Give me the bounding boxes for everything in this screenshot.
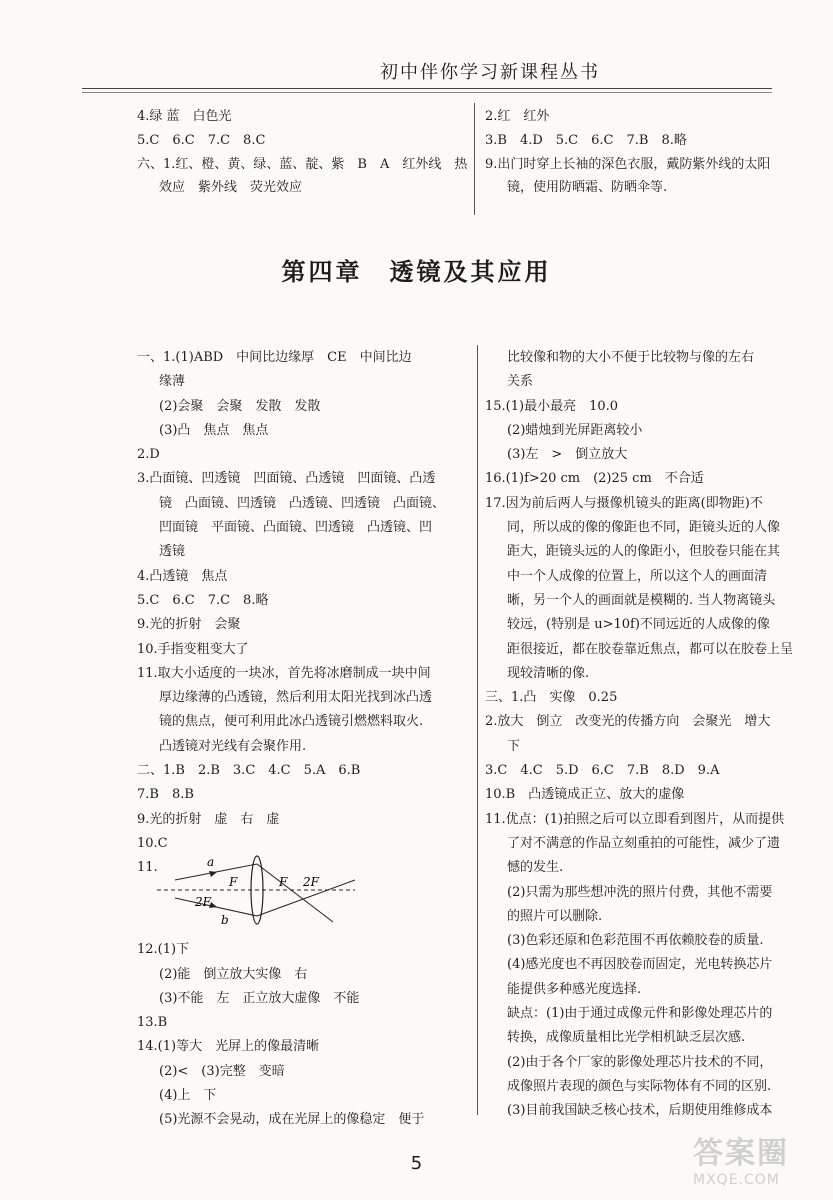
answer-line: 9.光的折射 会聚 [137, 617, 241, 633]
label-a: a [207, 855, 215, 870]
watermark-url: MXQE.COM [693, 1172, 780, 1188]
answer-line: 镜，使用防晒霜、防晒伞等. [507, 180, 668, 196]
header-rule [82, 88, 772, 89]
answer-line: 2.D [137, 447, 160, 463]
answer-line: 3.凸面镜、凹透镜 凹面镜、凸透镜 凹面镜、凸透 [137, 471, 436, 487]
answer-line: 5.C 6.C 7.C 8.略 [137, 592, 269, 608]
answer-line: 7.B 8.B [137, 787, 194, 803]
label-f-left: F [229, 875, 238, 890]
header-rule-thin [82, 92, 772, 93]
answer-line: 成像照片表现的颜色与实际物体有不同的区别. [507, 1078, 772, 1094]
label-f-right: F [279, 875, 288, 890]
answer-line: 同，所以成的像的像距也不同，距镜头近的人像 [507, 520, 781, 536]
ray-a-refracted [257, 864, 333, 922]
answer-line: 镜 凸面镜、凹透镜 凸透镜、凹透镜 凸面镜、 [159, 495, 446, 511]
answer-line: 现较清晰的像. [507, 665, 590, 681]
answer-line: 距大，距镜头远的人的像距小，但胶卷只能在其 [507, 544, 781, 560]
answer-line: 转换，成像质量相比光学相机缺乏层次感. [507, 1030, 746, 1046]
answer-line: (2)能 倒立放大实像 右 [159, 966, 308, 982]
label-b: b [221, 913, 229, 928]
answer-line: 11.取大小适度的一块冰，首先将冰磨制成一块中间 [137, 665, 431, 681]
answer-line: 镜的焦点，便可利用此冰凸透镜引燃燃料取火. [159, 714, 424, 730]
answer-line: (3)目前我国缺乏核心技术，后期使用维修成本 [507, 1103, 773, 1119]
answer-line: 2.红 红外 [485, 109, 550, 124]
answer-line: 下 [507, 738, 521, 754]
main-right-column [485, 346, 794, 1124]
answer-line: 憾的发生. [507, 860, 564, 876]
page-number: 5 [410, 1153, 423, 1174]
answer-line: 二、1.B 2.B 3.C 4.C 5.A 6.B [137, 763, 361, 779]
answer-line: 了对不满意的作品立刻重拍的可能性，减少了遗 [507, 835, 781, 851]
answer-line: 缘薄 [159, 374, 186, 390]
answer-line: 3.C 4.C 5.D 6.C 7.B 8.D 9.A [485, 763, 720, 779]
answer-line: 10.B 凸透镜成正立、放大的虚像 [485, 787, 685, 803]
label-2f-left: 2F [195, 895, 211, 910]
answer-line: 10.C [137, 835, 168, 851]
watermark-logo-text: 答案圈 [693, 1136, 789, 1171]
answer-line: 4.凸透镜 焦点 [137, 568, 228, 584]
watermark-logo [693, 1128, 823, 1194]
answer-line: 凹面镜 平面镜、凸面镜、凹透镜 凸透镜、凹 [159, 520, 433, 536]
answer-line: 5.C 6.C 7.C 8.C [137, 132, 266, 148]
answer-line: (2)由于各个厂家的影像处理芯片技术的不同， [507, 1054, 773, 1070]
answer-line: (2)会聚 会聚 发散 发散 [159, 398, 321, 414]
answer-line: (3)不能 左 正立放大虚像 不能 [159, 990, 360, 1006]
answer-line: 的照片可以删除. [507, 908, 603, 924]
answer-line: 一、1.(1)ABD 中间比边缘厚 CE 中间比边 [137, 350, 412, 365]
label-2f-right: 2F [303, 875, 319, 890]
answer-line: 晰，另一个人的画面就是模糊的. 当人物离镜头 [507, 592, 776, 608]
answer-line: 9.出门时穿上长袖的深色衣服，戴防紫外线的太阳 [485, 156, 771, 172]
convex-lens-ray-diagram [155, 850, 355, 930]
answer-line: 较远，(特别是 u>10f)不同远近的人成像的像 [507, 617, 770, 633]
lens-diagram-row [137, 856, 472, 938]
answer-line: 透镜 [159, 544, 186, 560]
answer-line: 2.放大 倒立 改变光的传播方向 会聚光 增大 [485, 714, 771, 730]
answer-line: (2)只需为那些想冲洗的照片付费，其他不需要 [507, 884, 773, 900]
answer-line: (3)左 > 倒立放大 [507, 447, 628, 463]
answer-line: 中一个人成像的位置上，所以这个人的画面清 [507, 568, 768, 584]
answer-line: (5)光源不会晃动，成在光屏上的像稳定 便于 [159, 1112, 425, 1128]
answer-line: 12.(1)下 [137, 942, 190, 958]
answer-line: (3)凸 焦点 焦点 [159, 422, 269, 438]
answer-line: 能提供多种感光度选择. [507, 981, 642, 997]
ray-a-arrow [209, 871, 217, 877]
answer-line: 厚边缘薄的凸透镜，然后利用太阳光找到冰凸透 [159, 690, 433, 706]
answer-line: 六、1.红、橙、黄、绿、蓝、靛、紫 B A 红外线 热 [137, 156, 468, 172]
answer-line: (4)上 下 [159, 1088, 217, 1104]
answer-line: 关系 [507, 374, 534, 390]
diagram-number: 11. [137, 860, 158, 876]
answer-line: (2)蜡烛到光屏距离较小 [507, 422, 643, 438]
answer-line: 16.(1)f>20 cm (2)25 cm 不合适 [485, 471, 704, 487]
running-header: 初中伴你学习新课程丛书 [380, 62, 600, 83]
answer-line: (2)< (3)完整 变暗 [159, 1063, 285, 1079]
answer-line: (4)感光度也不再因胶卷而固定，光电转换芯片 [507, 957, 773, 973]
top-left-column [137, 105, 467, 200]
top-right-column [485, 105, 785, 200]
answer-line: 11.优点：(1)拍照之后可以立即看到图片，从而提供 [485, 811, 785, 827]
answer-line: 效应 紫外线 荧光效应 [159, 180, 303, 196]
chapter-title: 第四章 透镜及其应用 [281, 258, 552, 286]
answer-line: 比较像和物的大小不便于比较物与像的左右 [507, 350, 755, 365]
answer-line: (3)色彩还原和色彩范围不再依赖胶卷的质量. [507, 933, 764, 949]
answer-line: 三、1.凸 实像 0.25 [485, 690, 618, 706]
answer-line: 17.因为前后两人与摄像机镜头的距离(即物距)不 [485, 495, 763, 511]
answer-line: 13.B [137, 1015, 168, 1031]
answer-line: 凸透镜对光线有会聚作用. [159, 738, 307, 754]
answer-line: 缺点：(1)由于通过成像元件和影像处理芯片的 [507, 1006, 773, 1022]
answer-line: 距很接近，都在胶卷靠近焦点，都可以在胶卷上呈 [507, 641, 794, 657]
column-divider-main [477, 345, 478, 1115]
answer-line: 15.(1)最小最亮 10.0 [485, 398, 619, 414]
answer-line: 9.光的折射 虚 右 虚 [137, 811, 280, 827]
answer-line: 3.B 4.D 5.C 6.C 7.B 8.略 [485, 132, 687, 148]
answer-line: 4.绿 蓝 白色光 [137, 109, 232, 124]
column-divider-top [474, 103, 475, 215]
answer-line: 14.(1)等大 光屏上的像最清晰 [137, 1039, 320, 1055]
answer-line: 10.手指变粗变大了 [137, 641, 249, 657]
main-left-column [137, 346, 472, 1133]
